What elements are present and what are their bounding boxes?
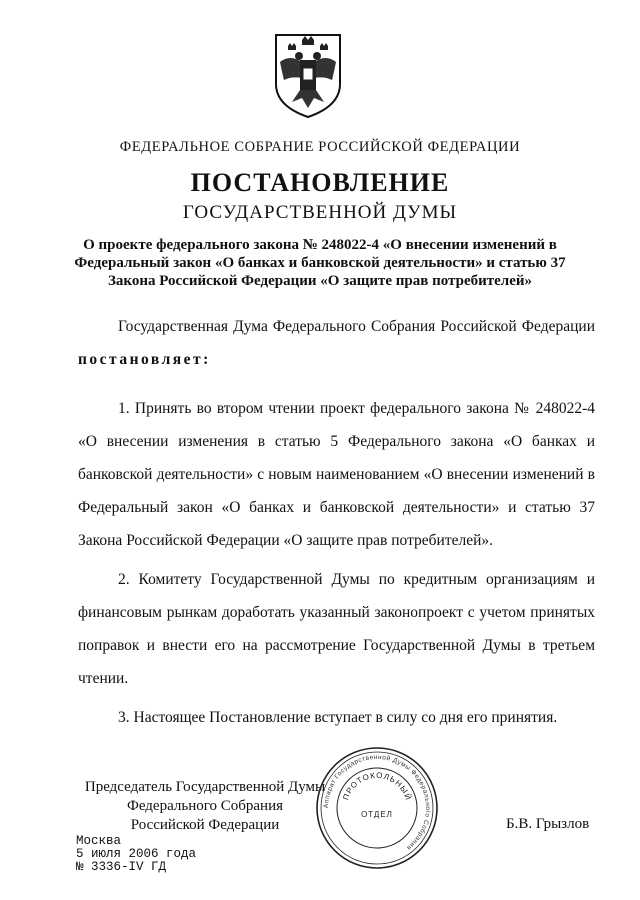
preamble-text: Государственная Дума Федерального Собрания Российской Федерации — [118, 318, 595, 335]
svg-text:Аппарат Государственной Думы Ф — [323, 754, 431, 851]
resolution-item-2: 2. Комитету Государственной Думы по кредитным организациям и финансовым рынкам доработать указанный законопроект с учетом принятых поправок и внести его на рассмотрение Государственной Думы в третьем чтении. — [78, 571, 595, 687]
signatory-title-line-2: Федерального Собрания — [126, 798, 284, 814]
signatory-name: Б.В. Грызлов — [506, 816, 590, 832]
stamp-seal-icon — [314, 745, 440, 871]
issuing-body-title: ГОСУДАРСТВЕННОЙ ДУМЫ — [182, 202, 458, 223]
coat-of-arms-emblem — [272, 32, 344, 120]
footer-date: 5 июля 2006 года — [76, 847, 197, 861]
preamble-verb: постановляет: — [78, 351, 211, 368]
stamp-inner-top-text: ПРОТОКОЛЬНЫЙ — [341, 770, 414, 802]
signature-block — [75, 778, 335, 835]
registration-footer — [76, 835, 196, 874]
russian-coat-of-arms-icon — [272, 32, 344, 120]
document-type-title: ПОСТАНОВЛЕНИЕ — [190, 168, 450, 197]
stamp-outer-text: Аппарат Государственной Думы Федерального Собрания — [322, 753, 432, 852]
signatory-title-line-3: Российской Федерации — [130, 817, 280, 833]
resolution-item-3: 3. Настоящее Постановление вступает в силу со дня его принятия. — [118, 709, 558, 726]
resolution-item-1: 1. Принять во втором чтении проект федерального закона № 248022-4 «О внесении изменения в статью 5 Федерального закона «О банках и банковской деятельности» с новым наименованием «О внесении изменений в Федеральный закон «О банках и банковской деятельности» и статью 37 Закона Российской Федерации «О защите прав потребителей». — [78, 400, 595, 549]
official-stamp — [314, 745, 440, 871]
svg-text:ПРОТОКОЛЬНЫЙ — [341, 771, 413, 802]
footer-number: № 3336-IV ГД — [76, 860, 167, 874]
footer-city: Москва — [76, 834, 122, 848]
preamble-paragraph — [78, 310, 595, 376]
organization-title: ФЕДЕРАЛЬНОЕ СОБРАНИЕ РОССИЙСКОЙ ФЕДЕРАЦИИ — [119, 139, 521, 155]
signatory-title-line-1: Председатель Государственной Думы — [84, 779, 326, 795]
document-subject: О проекте федерального закона № 248022-4 «О внесении изменений в Федеральный закон «О банках и банковской деятельности» и статью 37 Закона Российской Федерации «О защите прав потребителей» — [74, 237, 566, 289]
stamp-inner-bottom-text: ОТДЕЛ — [361, 810, 393, 819]
